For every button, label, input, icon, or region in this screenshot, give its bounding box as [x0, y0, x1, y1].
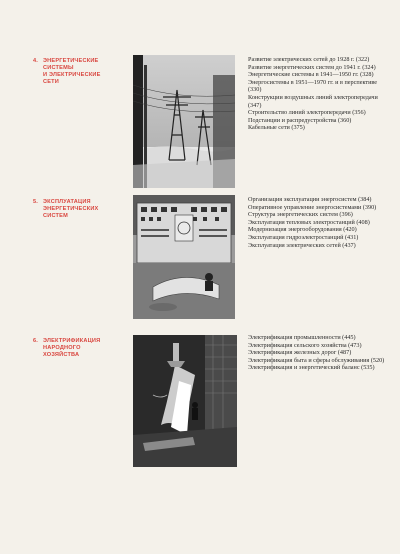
list-item: Электрификация и энергетический баланс (535)	[248, 364, 375, 372]
section-number: 5.	[33, 199, 39, 205]
list-item: Эксплуатация электрических сетей (437)	[248, 241, 356, 249]
section-number: 4.	[33, 58, 39, 64]
section-4-items	[248, 56, 388, 132]
list-item: Электрификация быта и сферы обслуживания (520)	[248, 356, 385, 364]
list-item: Развитие электрических сетей до 1928 г. (322)	[248, 56, 370, 63]
list-item: Энергосистемы в 1951—1970 гг. и в перспективе (330)	[248, 78, 378, 94]
section-6-items	[248, 334, 388, 372]
section-title: ЭЛЕКТРИФИКАЦИЯ НАРОДНОГО ХОЗЯЙСТВА	[43, 338, 101, 358]
section-number: 6.	[33, 338, 39, 344]
section-title: ЭНЕРГЕТИЧЕСКИЕ СИСТЕМЫ И ЭЛЕКТРИЧЕСКИЕ СЕТИ	[43, 58, 101, 85]
steel-mill-photo	[133, 335, 237, 467]
list-item: Развитие энергетических систем до 1941 г. (324)	[248, 63, 376, 71]
list-item: Строительство линий электропередачи (356)	[248, 109, 366, 117]
list-item: Модернизация энергооборудования (420)	[248, 226, 357, 234]
list-item: Оперативное управление энергосистемами (390)	[248, 203, 377, 211]
list-item: Структура энергетических систем (396)	[248, 211, 353, 219]
list-item: Эксплуатация гидроэлектростанций (431)	[248, 233, 359, 241]
list-item: Подстанции и распредустройства (360)	[248, 116, 352, 124]
control-room-photo	[133, 195, 235, 319]
list-item: Электрификация железных дорог (487)	[248, 349, 352, 357]
section-5-items	[248, 196, 388, 249]
list-item: Организация эксплуатации энергосистем (384)	[248, 196, 372, 203]
section-title: ЭКСПЛУАТАЦИЯ ЭНЕРГЕТИЧЕСКИХ СИСТЕМ	[43, 199, 99, 219]
list-item: Электрификация сельского хозяйства (473)	[248, 341, 362, 349]
list-item: Электрификация промышленности (445)	[248, 334, 356, 341]
power-transmission-towers-photo	[133, 55, 235, 188]
list-item: Кабельные сети (375)	[248, 124, 305, 132]
list-item: Энергетические системы в 1941—1950 гг. (328)	[248, 71, 374, 79]
list-item: Эксплуатация тепловых электростанций (408)	[248, 218, 370, 226]
list-item: Конструкции воздушных линий электропередачи (347)	[248, 93, 378, 109]
